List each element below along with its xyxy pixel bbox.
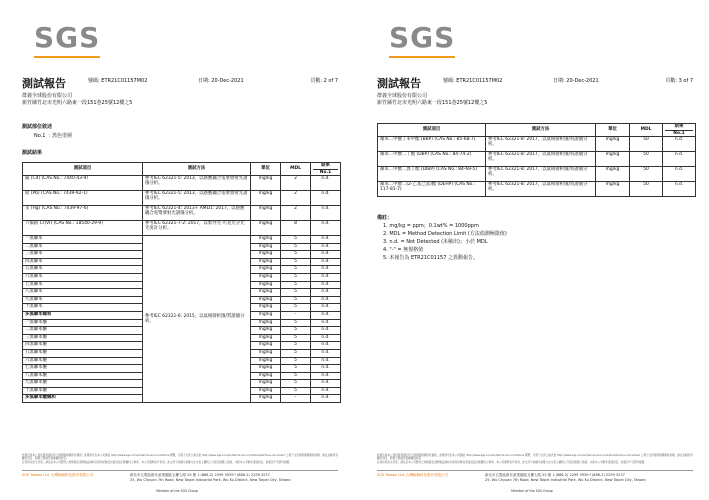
cell-result: n.d. <box>663 137 696 152</box>
cell-result: n.d. <box>311 395 341 403</box>
footer-phone: t (886-2) 2299 3939 f (886-2) 2299 3237 <box>198 473 270 477</box>
header-unit: 單位 <box>596 124 630 137</box>
cell-item: 三溴聯苯 <box>23 251 143 259</box>
cell-mdl: 5 <box>281 365 311 373</box>
cell-unit: mg/kg <box>251 221 281 236</box>
table-header-row <box>378 124 696 137</box>
cell-item: 四溴聯苯 <box>23 258 143 266</box>
cell-mdl: 5 <box>281 296 311 304</box>
cell-result: n.d. <box>311 334 341 342</box>
cell-mdl: - <box>281 311 311 319</box>
cell-mdl: 50 <box>630 137 663 152</box>
results-table <box>377 123 696 197</box>
cell-mdl: 5 <box>281 327 311 335</box>
cell-mdl: 5 <box>281 251 311 259</box>
cell-item: 九溴聯苯醚 <box>23 380 143 388</box>
cell-item: 十溴聯苯 <box>23 304 143 312</box>
table-header-row <box>23 163 341 176</box>
footer-address: 新北市五股區新北產業園區五權七路 25 號 25, Wu Chyuan 7th Road, New Taipei Industrial Park, Wu Ku District, New Taipei City, Taiwan <box>130 473 291 482</box>
cell-item: 四溴聯苯醚 <box>23 342 143 350</box>
cell-result: n.d. <box>311 289 341 297</box>
cell-item: 六價鉻 Cr(VI) (CAS No.: 18540-29-9) <box>23 221 143 236</box>
cell-unit: mg/kg <box>251 206 281 221</box>
cell-result: n.d. <box>311 342 341 350</box>
results-table <box>22 162 341 403</box>
cell-method: 參考IEC 62321-8: 2017，以氣相層析儀/質譜儀分析。 <box>486 167 596 182</box>
cell-result: n.d. <box>663 152 696 167</box>
cell-unit: mg/kg <box>251 342 281 350</box>
table-row <box>23 191 341 206</box>
report-number: 號碼: ETR21C01157M02 <box>88 78 148 84</box>
footer-disclaimer: 此報告是本公司依照背面所印之通用服務條款所簽發，此條款可在本公司網站 http://www.sgs.com/en/terms-and-conditions 閱覽，凡電子文件之格式依 http://www.sgs.com/en/terms-and-conditions/terms-e-document 之電子文件通用服務條款處理。請注意條款有關於責任、賠償之限制及管轄權的約定。 任何持有此文件者，請注意本公司製作之結果報告書將僅反映執行時所紀錄且於接受指示範圍內之事實。本公司僅對客戶負責，此文件不妨礙交易雙方在交易上權利之行使及義務之免除。未經本公司事先書面同意，此報告不可部份複製。 <box>22 454 338 464</box>
cell-unit: mg/kg <box>251 273 281 281</box>
header-result: 結果 No.1 <box>663 124 696 137</box>
cell-item: 二溴聯苯醚 <box>23 327 143 335</box>
results-title: 測試結果 <box>22 150 43 156</box>
cell-result: n.d. <box>663 182 696 197</box>
report-date: 日期: 20-Dec-2021 <box>553 78 599 84</box>
table-row <box>23 206 341 221</box>
cell-unit: mg/kg <box>251 349 281 357</box>
cell-item: 二溴聯苯 <box>23 243 143 251</box>
cell-mdl: 5 <box>281 281 311 289</box>
cell-result: n.d. <box>311 206 341 221</box>
table-row <box>378 167 696 182</box>
cell-unit: mg/kg <box>251 258 281 266</box>
cell-result: n.d. <box>663 167 696 182</box>
table-row <box>23 221 341 236</box>
cell-result: n.d. <box>311 296 341 304</box>
cell-unit: mg/kg <box>251 266 281 274</box>
note-item: 1. mg/kg = ppm；0.1wt% = 1000ppm <box>383 223 479 229</box>
cell-result: n.d. <box>311 251 341 259</box>
cell-mdl: 5 <box>281 243 311 251</box>
cell-item: 八溴聯苯 <box>23 289 143 297</box>
cell-unit: mg/kg <box>251 236 281 244</box>
cell-mdl: 2 <box>281 176 311 191</box>
cell-unit: mg/kg <box>251 289 281 297</box>
cell-unit: mg/kg <box>251 191 281 206</box>
cell-result: n.d. <box>311 311 341 319</box>
cell-result: n.d. <box>311 258 341 266</box>
cell-result: n.d. <box>311 365 341 373</box>
cell-method: 參考IEC 62321-8: 2017，以氣相層析儀/質譜儀分析。 <box>486 182 596 197</box>
note-item: 2. MDL = Method Detection Limit (方法偵測極限值) <box>383 231 507 237</box>
cell-item: 五溴聯苯 <box>23 266 143 274</box>
cell-mdl: 5 <box>281 236 311 244</box>
cell-method: 參考IEC 62321-5: 2013，以感應耦合電漿發射光譜儀分析。 <box>143 176 251 191</box>
note-item: 5. 本報告為 ETR21C01157 之異動報告。 <box>383 255 478 261</box>
table-row <box>378 137 696 152</box>
cell-result: n.d. <box>311 372 341 380</box>
footer-company: SGS Taiwan Ltd. 台灣檢驗科技股份有限公司 <box>377 473 449 477</box>
cell-result: n.d. <box>311 319 341 327</box>
page-number: 頁數: 3 of 7 <box>665 78 693 84</box>
cell-method: 參考IEC 62321-4: 2013+ AMD1: 2017，以感應耦合電漿發射光譜儀分析。 <box>143 206 251 221</box>
cell-unit: mg/kg <box>596 137 630 152</box>
cell-mdl: 5 <box>281 380 311 388</box>
report-title: 測試報告 <box>22 77 66 90</box>
cell-item: 六溴聯苯 <box>23 273 143 281</box>
part-description-title: 測試部位敘述 <box>22 124 53 130</box>
cell-item: 三溴聯苯醚 <box>23 334 143 342</box>
header-unit: 單位 <box>251 163 281 176</box>
report-page-2 <box>8 0 346 500</box>
report-title: 測試報告 <box>377 77 421 90</box>
table-row <box>23 176 341 191</box>
cell-unit: mg/kg <box>251 357 281 365</box>
cell-method: 參考IEC 62321-8: 2017，以氣相層析儀/質譜儀分析。 <box>486 137 596 152</box>
cell-unit: mg/kg <box>596 182 630 197</box>
footer-disclaimer: 此報告是本公司依照背面所印之通用服務條款所簽發，此條款可在本公司網站 http://www.sgs.com/en/terms-and-conditions 閱覽，凡電子文件之格式依 http://www.sgs.com/en/terms-and-conditions/terms-e-document 之電子文件通用服務條款處理。請注意條款有關於責任、賠償之限制及管轄權的約定。 任何持有此文件者，請注意本公司製作之結果報告書將僅反映執行時所紀錄且於接受指示範圍內之事實。本公司僅對客戶負責，此文件不妨礙交易雙方在交易上權利之行使及義務之免除。未經本公司事先書面同意，此報告不可部份複製。 <box>377 454 693 464</box>
header-method: 測試方法 <box>486 124 596 137</box>
cell-item: 七溴聯苯 <box>23 281 143 289</box>
table-row <box>378 182 696 197</box>
cell-item: 一溴聯苯 <box>23 236 143 244</box>
cell-result: n.d. <box>311 221 341 236</box>
cell-mdl: 5 <box>281 273 311 281</box>
cell-unit: mg/kg <box>596 167 630 182</box>
cell-item: 鄰苯二甲酸二丁酯 (DBP) (CAS No.: 84-74-2) <box>378 152 486 167</box>
cell-unit: mg/kg <box>251 176 281 191</box>
cell-result: n.d. <box>311 349 341 357</box>
cell-item: 九溴聯苯 <box>23 296 143 304</box>
report-page-3 <box>363 0 701 500</box>
cell-unit: mg/kg <box>251 372 281 380</box>
table-row <box>23 236 341 244</box>
cell-mdl: 8 <box>281 221 311 236</box>
cell-mdl: 5 <box>281 266 311 274</box>
sgs-logo: SGS <box>34 22 106 68</box>
cell-mdl: - <box>281 395 311 403</box>
cell-mdl: 5 <box>281 357 311 365</box>
cell-mdl: 5 <box>281 349 311 357</box>
cell-unit: mg/kg <box>251 251 281 259</box>
cell-result: n.d. <box>311 243 341 251</box>
client-name: 群義全球股份有限公司 <box>377 93 428 99</box>
cell-method: 參考IEC 62321-6: 2015，以氣相層析儀/質譜儀分析。 <box>143 236 251 403</box>
cell-unit: mg/kg <box>251 296 281 304</box>
cell-item: 十溴聯苯醚 <box>23 387 143 395</box>
cell-item: 鄰苯二甲酸丁苯甲酯 (BBP) (CAS No.: 85-68-7) <box>378 137 486 152</box>
cell-item: 汞 (Hg) (CAS No.: 7439-97-6) <box>23 206 143 221</box>
cell-result: n.d. <box>311 176 341 191</box>
cell-item: 八溴聯苯醚 <box>23 372 143 380</box>
cell-method: 參考IEC 62321-5: 2013，以感應耦合電漿發射光譜儀分析。 <box>143 191 251 206</box>
client-address: 新竹縣竹北市光明六路東一段151巷25號12樓之5 <box>22 100 133 106</box>
cell-mdl: 50 <box>630 152 663 167</box>
cell-unit: mg/kg <box>251 365 281 373</box>
cell-mdl: 5 <box>281 319 311 327</box>
client-address: 新竹縣竹北市光明六路東一段151巷25號12樓之5 <box>377 100 488 106</box>
sgs-logo: SGS <box>389 22 461 68</box>
header-mdl: MDL <box>630 124 663 137</box>
report-date: 日期: 20-Dec-2021 <box>198 78 244 84</box>
cell-item: 鄰苯二甲酸二(2-乙基己基)酯 (DEHP) (CAS No.: 117-81-7) <box>378 182 486 197</box>
cell-item: 鎘 (Cd) (CAS No.: 7440-43-9) <box>23 176 143 191</box>
header-result: 結果 No.1 <box>311 163 341 176</box>
cell-unit: mg/kg <box>251 387 281 395</box>
cell-result: n.d. <box>311 281 341 289</box>
cell-mdl: 5 <box>281 258 311 266</box>
footer-member: Member of the SGS Group <box>156 489 198 493</box>
notes-title: 備註： <box>377 215 393 221</box>
client-name: 群義全球股份有限公司 <box>22 93 73 99</box>
cell-mdl: 2 <box>281 206 311 221</box>
cell-unit: mg/kg <box>251 304 281 312</box>
header-item: 測試項目 <box>23 163 143 176</box>
note-item: 4. "-" = 無規格值 <box>383 247 424 253</box>
cell-item: 鉛 (Pb) (CAS No.: 7439-92-1) <box>23 191 143 206</box>
cell-mdl: 50 <box>630 182 663 197</box>
footer-phone: t (886-2) 2299 3939 f (886-2) 2299 3237 <box>553 473 625 477</box>
table-row <box>378 152 696 167</box>
cell-result: n.d. <box>311 380 341 388</box>
cell-result: n.d. <box>311 304 341 312</box>
header-method: 測試方法 <box>143 163 251 176</box>
cell-unit: mg/kg <box>251 243 281 251</box>
cell-unit: mg/kg <box>251 319 281 327</box>
cell-item: 鄰苯二甲酸二異丁酯 (DIBP) (CAS No.: 84-69-5) <box>378 167 486 182</box>
cell-mdl: 5 <box>281 334 311 342</box>
cell-unit: mg/kg <box>251 311 281 319</box>
cell-mdl: 5 <box>281 342 311 350</box>
cell-result: n.d. <box>311 327 341 335</box>
cell-result: n.d. <box>311 191 341 206</box>
cell-result: n.d. <box>311 357 341 365</box>
cell-unit: mg/kg <box>596 152 630 167</box>
cell-mdl: 5 <box>281 387 311 395</box>
cell-unit: mg/kg <box>251 281 281 289</box>
header-item: 測試項目 <box>378 124 486 137</box>
cell-result: n.d. <box>311 236 341 244</box>
cell-item: 多溴聯苯總和 <box>23 311 143 319</box>
notes <box>377 214 507 262</box>
part-description: No.1 : 黑色塗層 <box>34 133 72 139</box>
footer-company: SGS Taiwan Ltd. 台灣檢驗科技股份有限公司 <box>22 473 94 477</box>
cell-item: 五溴聯苯醚 <box>23 349 143 357</box>
cell-unit: mg/kg <box>251 334 281 342</box>
header-mdl: MDL <box>281 163 311 176</box>
cell-method: 參考IEC 62321-7-2: 2017，以紫外光-可見光分光光度計分析。 <box>143 221 251 236</box>
cell-mdl: 5 <box>281 289 311 297</box>
cell-unit: mg/kg <box>251 327 281 335</box>
cell-mdl: 50 <box>630 167 663 182</box>
cell-item: 一溴聯苯醚 <box>23 319 143 327</box>
cell-item: 七溴聯苯醚 <box>23 365 143 373</box>
cell-unit: mg/kg <box>251 395 281 403</box>
cell-result: n.d. <box>311 387 341 395</box>
footer-address: 新北市五股區新北產業園區五權七路 25 號 25, Wu Chyuan 7th Road, New Taipei Industrial Park, Wu Ku District, New Taipei City, Taiwan <box>485 473 646 482</box>
cell-item: 多溴聯苯醚總和 <box>23 395 143 403</box>
cell-result: n.d. <box>311 273 341 281</box>
cell-method: 參考IEC 62321-8: 2017，以氣相層析儀/質譜儀分析。 <box>486 152 596 167</box>
page-number: 頁數: 2 of 7 <box>310 78 338 84</box>
cell-unit: mg/kg <box>251 380 281 388</box>
report-number: 號碼: ETR21C01157M02 <box>443 78 503 84</box>
cell-mdl: 5 <box>281 304 311 312</box>
cell-mdl: 2 <box>281 191 311 206</box>
cell-result: n.d. <box>311 266 341 274</box>
cell-mdl: 5 <box>281 372 311 380</box>
cell-item: 六溴聯苯醚 <box>23 357 143 365</box>
note-item: 3. n.d. = Not Detected (未檢出)；小於 MDL <box>383 239 488 245</box>
footer-member: Member of the SGS Group <box>511 489 553 493</box>
